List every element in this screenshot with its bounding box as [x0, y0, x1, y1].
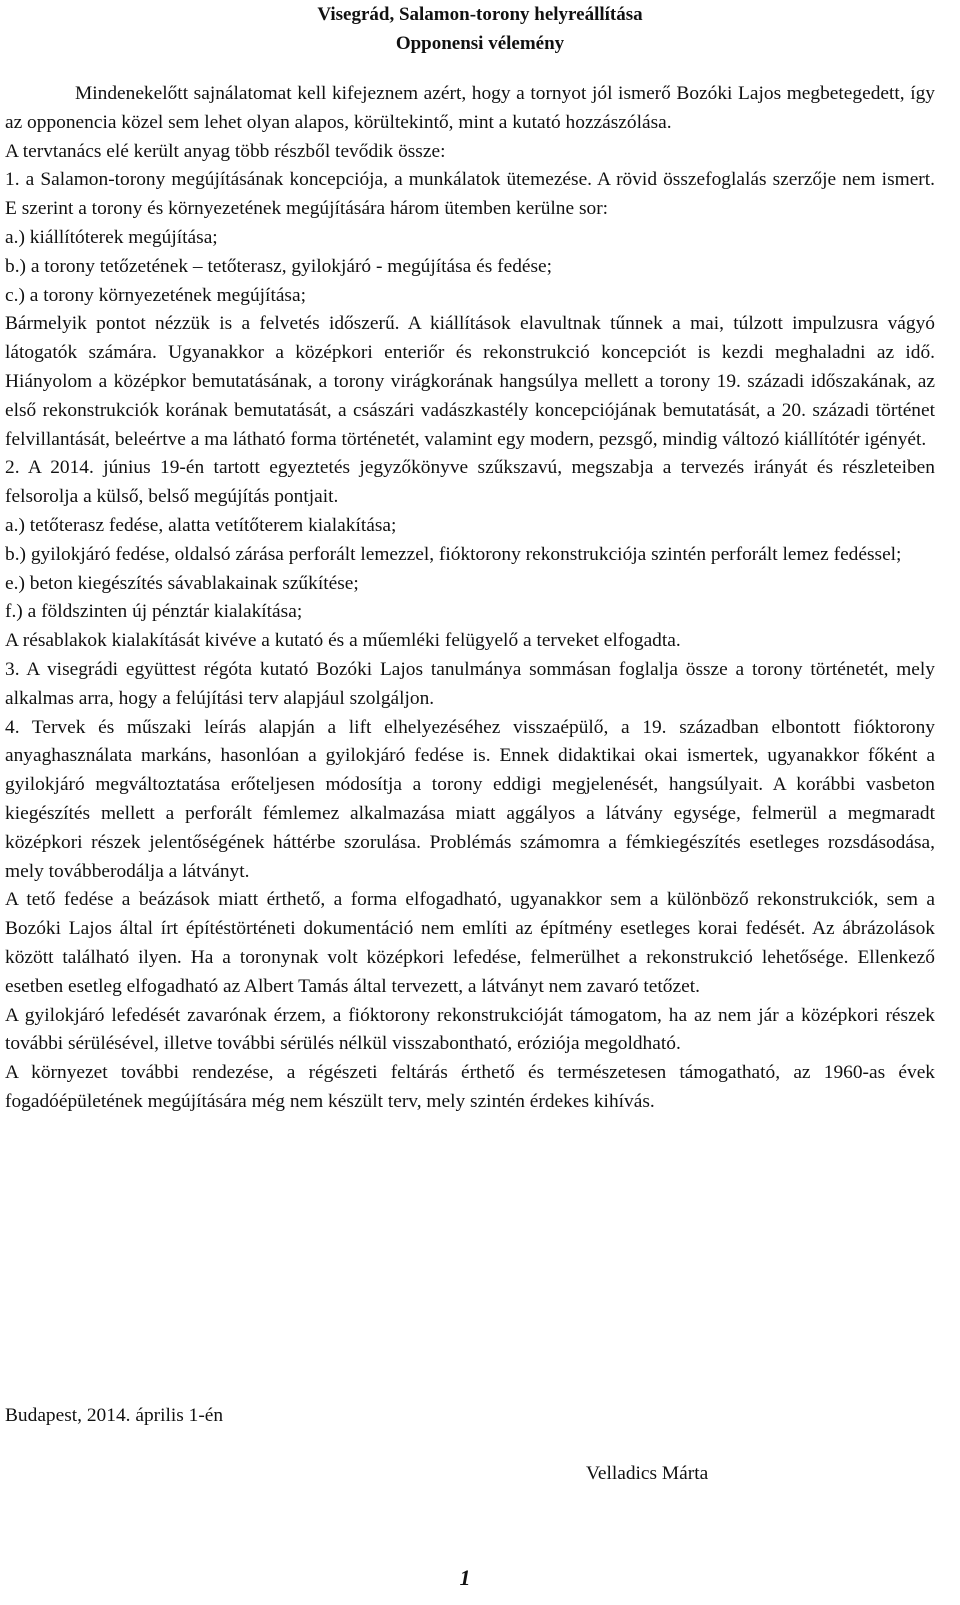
page-number: 1 — [459, 1565, 471, 1590]
paragraph: 1. a Salamon-torony megújításának koncepciója, a munkálatok ütemezése. A rövid összefoglalás szerzője nem ismert. E szerint a torony és környezetének megújítására három ütemben kerülne sor: — [5, 169, 935, 220]
list-item: f.) a földszinten új pénztár kialakítása; — [5, 601, 303, 623]
document-body — [5, 80, 935, 1117]
document-date: Budapest, 2014. április 1-én — [5, 1405, 224, 1426]
list-item: b.) gyilokjáró fedése, oldalsó zárása perforált lemezzel, fióktorony rekonstrukciója szintén perforált lemez fedéssel; — [5, 543, 902, 565]
paragraph: 2. A 2014. június 19-én tartott egyeztetés jegyzőkönyve szűkszavú, megszabja a tervezés irányát és részleteiben felsorolja a külső, belső megújítás pontjait. — [5, 457, 935, 508]
paragraph: A tető fedése a beázások miatt érthető, a forma elfogadható, ugyanakkor sem a különböző rekonstrukciók, sem a Bozóki Lajos által írt építéstörténeti dokumentáció nem említi az építmény esetleges korai fedését. Az ábrázolások között található ilyen. Ha a toronynak volt középkori lefedése, felmerülhet a rekonstrukció lehetősége. Ellenkező esetben esetleg elfogadható az Albert Tamás által tervezett, a látványt nem zavaró tetőzet. — [5, 889, 935, 997]
document-subtitle: Opponensi vélemény — [395, 33, 565, 54]
paragraph-intro: Mindenekelőtt sajnálatomat kell kifejeznem azért, hogy a tornyot jól ismerő Bozóki Lajos megbetegedett, így az opponencia közel sem lehet olyan alapos, körültekintő, mint a kutató hozzászólása. — [5, 83, 935, 133]
list-item: a.) kiállítóterek megújítása; — [5, 226, 218, 248]
paragraph: A tervtanács elé került anyag több részből tevődik össze: — [5, 140, 446, 162]
document-title: Visegrád, Salamon-torony helyreállítása — [317, 4, 643, 25]
paragraph: 4. Tervek és műszaki leírás alapján a lift elhelyezéséhez visszaépülő, a 19. században elbontott fióktorony anyaghasználata markáns, hasonlóan a gyilokjáró fedése is. Ennek didaktikai okai ismertek, ugyanakkor főként a gyilokjáró megváltoztatása erőteljesen módosítja a torony eddigi megjelenését, hangsúlyait. A korábbi vasbeton kiegészítés mellett a perforált fémlemez alkalmazása miatt aggályos a látvány egysége, felmerül a megmaradt középkori részek jelentőségének háttérbe szorulása. Problémás számomra a fémkiegészítés esetleges rozsdásodása, mely továbberodálja a látványt. — [5, 716, 935, 882]
paragraph: 3. A visegrádi együttest régóta kutató Bozóki Lajos tanulmánya sommásan foglalja össze a torony történetét, mely alkalmas arra, hogy a felújítási terv alapjául szolgáljon. — [5, 658, 935, 709]
signature: Velladics Márta — [586, 1463, 709, 1484]
paragraph: A gyilokjáró lefedését zavarónak érzem, a fióktorony rekonstrukcióját támogatom, ha az nem jár a középkori részek további sérülésével, illetve további sérülés nélkül visszabontható, eróziója megoldható. — [5, 1004, 935, 1055]
list-item: c.) a torony környezetének megújítása; — [5, 284, 306, 306]
paragraph: Bármelyik pontot nézzük is a felvetés időszerű. A kiállítások elavultnak tűnnek a mai, túlzott impulzusra vágyó látogatók számára. Ugyanakkor a középkori enteriőr és rekonstrukció koncepciót is kezdi meghaladni az idő. Hiányolom a középkor bemutatásának, a torony virágkorának hangsúlya mellett a torony 19. századi időszakának, az első rekonstrukciók korának bemutatását, a császári vadászkastély koncepciójának bemutatását, a 20. századi történet felvillantását, beleértve a ma látható forma történetét, valamint egy modern, pezsgő, mindig változó kiállítótér igényét. — [5, 313, 935, 450]
paragraph: A környezet további rendezése, a régészeti feltárás érthető és természetesen támogatható, az 1960-as évek fogadóépületének megújítására még nem készült terv, mely szintén érdekes kihívás. — [5, 1062, 935, 1112]
list-item: a.) tetőterasz fedése, alatta vetítőterem kialakítása; — [5, 514, 397, 536]
list-item: e.) beton kiegészítés sávablakainak szűkítése; — [5, 572, 359, 594]
list-item: b.) a torony tetőzetének – tetőterasz, gyilokjáró - megújítása és fedése; — [5, 255, 553, 277]
paragraph: A résablakok kialakítását kivéve a kutató és a műemléki felügyelő a terveket elfogadta. — [5, 630, 681, 652]
